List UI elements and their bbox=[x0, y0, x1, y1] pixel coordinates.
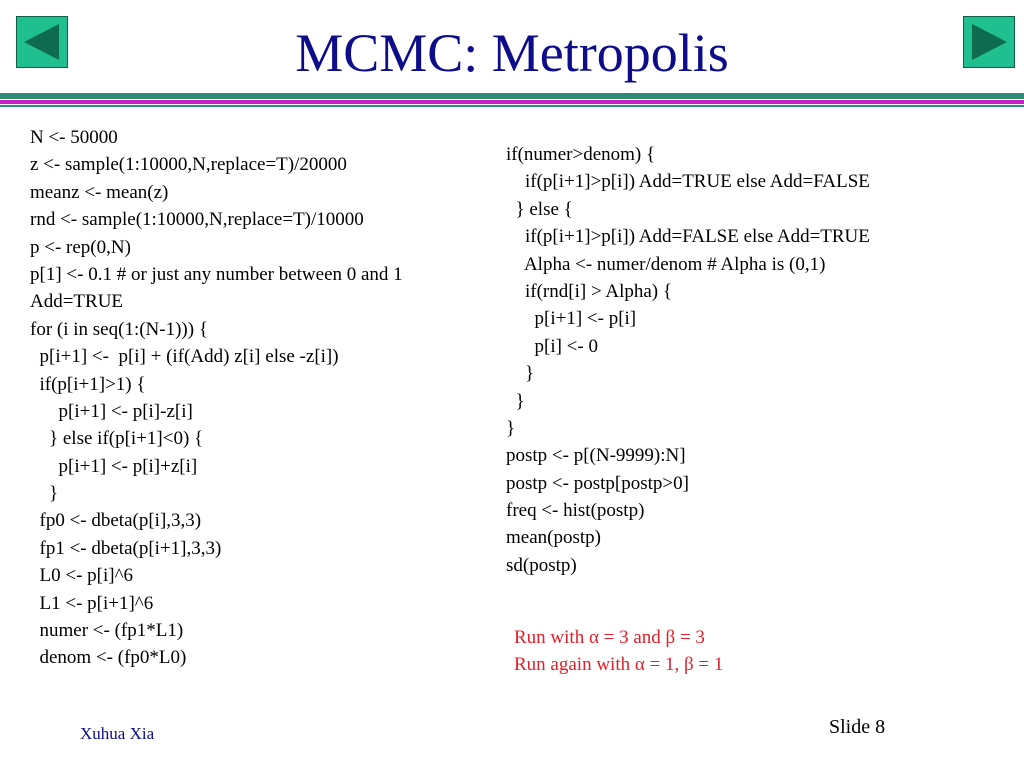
code-line: if(rnd[i] > Alpha) { bbox=[506, 280, 672, 302]
code-line: meanz <- mean(z) bbox=[30, 181, 169, 203]
title-divider bbox=[0, 105, 1024, 107]
code-line: Alpha <- numer/denom # Alpha is (0,1) bbox=[506, 253, 826, 275]
code-line: L0 <- p[i]^6 bbox=[30, 565, 133, 587]
run-notes bbox=[514, 624, 723, 679]
code-line: mean(postp) bbox=[506, 527, 601, 549]
code-line: postp <- p[(N-9999):N] bbox=[506, 445, 686, 467]
code-line: denom <- (fp0*L0) bbox=[30, 647, 187, 669]
code-line: fp1 <- dbeta(p[i+1],3,3) bbox=[30, 537, 222, 559]
footer-author: Xuhua Xia bbox=[80, 724, 155, 743]
code-line: fp0 <- dbeta(p[i],3,3) bbox=[30, 510, 202, 532]
code-line: p[i] <- 0 bbox=[506, 335, 598, 357]
slide-number: Slide 8 bbox=[829, 716, 886, 738]
code-line: L1 <- p[i+1]^6 bbox=[30, 592, 154, 614]
code-line: numer <- (fp1*L1) bbox=[30, 620, 184, 642]
code-line: if(p[i+1]>p[i]) Add=FALSE else Add=TRUE bbox=[506, 226, 870, 248]
code-line: } else if(p[i+1]<0) { bbox=[30, 428, 204, 450]
code-block-left bbox=[30, 124, 403, 672]
note-line: Run again with α = 1, β = 1 bbox=[514, 654, 724, 676]
code-line: p[1] <- 0.1 # or just any number between 0 and 1 bbox=[30, 263, 403, 285]
code-line: p <- rep(0,N) bbox=[30, 236, 131, 258]
title-divider bbox=[0, 100, 1024, 104]
code-line: } bbox=[506, 390, 525, 412]
code-line: } bbox=[506, 417, 516, 439]
code-line: N <- 50000 bbox=[30, 127, 118, 148]
code-line: if(p[i+1]>p[i]) Add=TRUE else Add=FALSE bbox=[506, 171, 870, 193]
code-line: p[i+1] <- p[i] bbox=[506, 308, 637, 330]
code-line: p[i+1] <- p[i]-z[i] bbox=[30, 400, 193, 422]
code-block-right bbox=[506, 141, 870, 579]
note-line: Run with α = 3 and β = 3 bbox=[514, 627, 705, 648]
code-line: } bbox=[30, 483, 59, 505]
code-line: p[i+1] <- p[i] + (if(Add) z[i] else -z[i]) bbox=[30, 346, 339, 368]
code-line: sd(postp) bbox=[506, 554, 577, 576]
code-line: Add=TRUE bbox=[30, 291, 124, 313]
code-line: postp <- postp[postp>0] bbox=[506, 472, 689, 494]
code-line: for (i in seq(1:(N-1))) { bbox=[30, 318, 208, 340]
code-line: if(p[i+1]>1) { bbox=[30, 373, 146, 395]
code-line: if(numer>denom) { bbox=[506, 144, 656, 165]
slide-title: MCMC: Metropolis bbox=[295, 23, 729, 83]
code-line: rnd <- sample(1:10000,N,replace=T)/10000 bbox=[30, 209, 364, 231]
code-line: z <- sample(1:10000,N,replace=T)/20000 bbox=[30, 154, 347, 176]
code-line: p[i+1] <- p[i]+z[i] bbox=[30, 455, 198, 477]
code-line: freq <- hist(postp) bbox=[506, 500, 645, 522]
title-divider bbox=[0, 93, 1024, 99]
code-line: } else { bbox=[506, 198, 573, 220]
code-line: } bbox=[506, 363, 535, 385]
